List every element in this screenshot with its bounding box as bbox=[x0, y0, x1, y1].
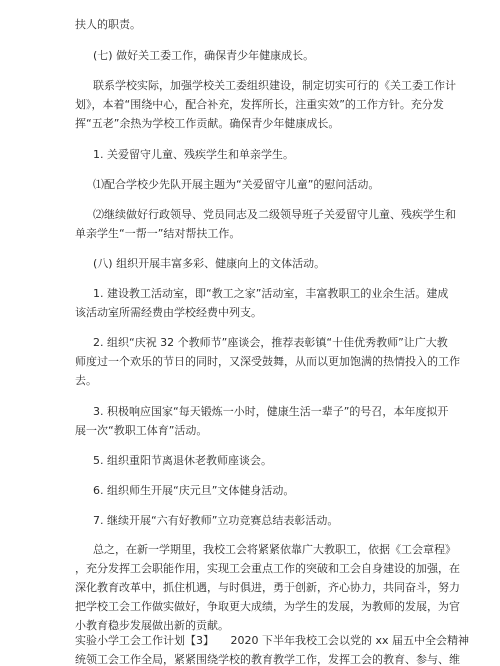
list-item-3: 3. 积极响应国家“每天锻炼一小时，健康生活一辈子”的号召，本年度拟开 bbox=[93, 405, 449, 418]
text-line-9: 单亲学生“一帮一”结对帮扶工作。 bbox=[75, 227, 241, 240]
text-line-24: 把学校工会工作做实做好，争取更大成绩，为学生的发展，为教师的发展，为官 bbox=[75, 600, 460, 613]
text-line-25: 小教育稳步发展做出新的贡献。 bbox=[75, 619, 229, 632]
list-item-7: 7. 继续开展“六有好教师”立功竞赛总结表彰活动。 bbox=[93, 514, 339, 527]
section-heading-7: (七) 做好关工委工作，确保青少年健康成长。 bbox=[93, 49, 315, 62]
text-line-22: ，充分发挥工会职能作用，实现工会重点工作的突破和工会自身建设的加强，在 bbox=[75, 562, 460, 575]
sub-item-1: ⑴配合学校少先队开展主题为“关爱留守儿童”的慰问活动。 bbox=[93, 178, 380, 191]
text-line-1: 扶人的职责。 bbox=[75, 18, 141, 31]
list-item-2: 2. 组织“庆祝 32 个教师节”座谈会，推荐表彰镇“十佳优秀教师”让广大教 bbox=[93, 336, 448, 349]
text-line-27: 统领工会工作全局，紧紧围绕学校的教育教学工作，发挥工会的教育、参与、维 bbox=[75, 653, 460, 666]
text-line-26: 实验小学工会工作计划【3】 2020 下半年我校工会以党的 xx 届五中全会精神 bbox=[75, 634, 469, 647]
text-line-5: 挥“五老”余热为学校工作贡献。确保青少年健康成长。 bbox=[75, 117, 340, 130]
text-line-4: 划》，本着“围绕中心，配合补充，发挥所长，注重实效”的工作方针。充分发 bbox=[75, 98, 444, 111]
text-line-12: 该活动室所需经费由学校经费中列支。 bbox=[75, 306, 262, 319]
list-item-5: 5. 组织重阳节离退休老教师座谈会。 bbox=[93, 454, 272, 467]
text-line-15: 去。 bbox=[75, 374, 97, 387]
list-item-1: 1. 关爱留守儿童、残疾学生和单亲学生。 bbox=[93, 148, 294, 161]
list-item-6: 6. 组织师生开展“庆元旦”文体健身活动。 bbox=[93, 484, 295, 497]
text-line-23: 深化教育改革中，抓住机遇，与时俱进，勇于创新，齐心协力，共同奋斗，努力 bbox=[75, 581, 460, 594]
text-line-3: 联系学校实际，加强学校关工委组织建设，制定切实可行的《关工委工作计 bbox=[93, 79, 456, 92]
text-line-14: 师度过一个欢乐的节日的同时，又深受鼓舞，从而以更加饱满的热情投入的工作 bbox=[75, 355, 460, 368]
sub-item-2: ⑵继续做好行政领导、党员同志及二级领导班子关爱留守儿童、残疾学生和 bbox=[93, 208, 456, 221]
text-line-17: 展一次“教职工体育”活动。 bbox=[75, 424, 208, 437]
section-heading-8: (八) 组织开展丰富多彩、健康向上的文体活动。 bbox=[93, 257, 326, 270]
list-item-1b: 1. 建设教工活动室，即“教工之家”活动室，丰富教职工的业余生活。建成 bbox=[93, 287, 449, 300]
text-line-21: 总之，在新一学期里，我校工会将紧紧依靠广大教职工，依据《工会章程》 bbox=[93, 543, 456, 556]
